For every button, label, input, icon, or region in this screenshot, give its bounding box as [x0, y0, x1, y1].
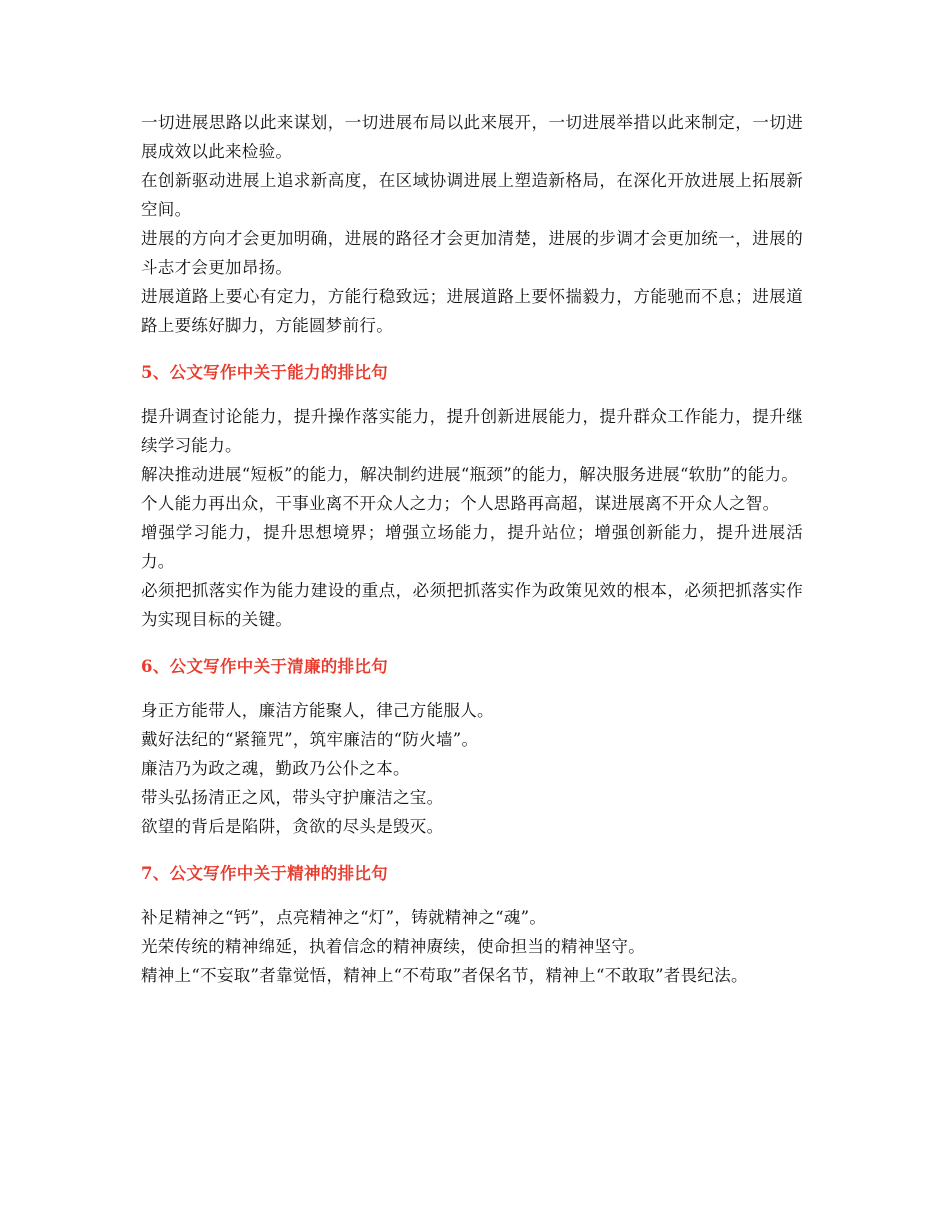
ability-paragraph-4: 增强学习能力，提升思想境界；增强立场能力，提升站位；增强创新能力，提升进展活力。 — [141, 523, 803, 571]
integrity-paragraph-2: 戴好法纪的“紧箍咒”，筑牢廉洁的“防火墙”。 — [141, 730, 479, 749]
intro-paragraph-1: 一切进展思路以此来谋划，一切进展布局以此来展开，一切进展举措以此来制定，一切进展成效以此来检验。 — [141, 113, 803, 161]
ability-paragraph-1: 提升调查讨论能力，提升操作落实能力，提升创新进展能力，提升群众工作能力，提升继续学习能力。 — [141, 407, 803, 455]
intro-paragraph-3: 进展的方向才会更加明确，进展的路径才会更加清楚，进展的步调才会更加统一，进展的斗志才会更加昂扬。 — [141, 229, 803, 277]
integrity-paragraph-5: 欲望的背后是陷阱，贪欲的尽头是毁灭。 — [141, 817, 444, 836]
integrity-paragraph-4: 带头弘扬清正之风，带头守护廉洁之宝。 — [141, 788, 444, 807]
section-spirit — [141, 859, 803, 990]
section-integrity — [141, 652, 803, 841]
intro-block — [141, 108, 803, 340]
section-heading-ability: 5、公文写作中关于能力的排比句 — [141, 363, 388, 382]
section-ability — [141, 358, 803, 634]
section-heading-spirit: 7、公文写作中关于精神的排比句 — [141, 864, 388, 883]
document-page — [141, 108, 803, 990]
spirit-paragraph-1: 补足精神之“钙”，点亮精神之“灯”，铸就精神之“魂”。 — [141, 908, 547, 927]
integrity-paragraph-3: 廉洁乃为政之魂，勤政乃公仆之本。 — [141, 759, 410, 778]
spirit-paragraph-2: 光荣传统的精神绵延，执着信念的精神赓续，使命担当的精神坚守。 — [141, 937, 645, 956]
intro-paragraph-2: 在创新驱动进展上追求新高度，在区域协调进展上塑造新格局，在深化开放进展上拓展新空间。 — [141, 171, 803, 219]
section-heading-integrity: 6、公文写作中关于清廉的排比句 — [141, 657, 388, 676]
integrity-paragraph-1: 身正方能带人，廉洁方能聚人，律己方能服人。 — [141, 701, 494, 720]
ability-paragraph-3: 个人能力再出众，干事业离不开众人之力；个人思路再高超，谋进展离不开众人之智。 — [141, 494, 780, 513]
ability-paragraph-2: 解决推动进展“短板”的能力，解决制约进展“瓶颈”的能力，解决服务进展“软肋”的能力。 — [141, 465, 799, 484]
ability-paragraph-5: 必须把抓落实作为能力建设的重点，必须把抓落实作为政策见效的根本，必须把抓落实作为实现目标的关键。 — [141, 581, 803, 629]
intro-paragraph-4: 进展道路上要心有定力，方能行稳致远；进展道路上要怀揣毅力，方能驰而不息；进展道路上要练好脚力，方能圆梦前行。 — [141, 287, 803, 335]
spirit-paragraph-3: 精神上“不妄取”者靠觉悟，精神上“不苟取”者保名节，精神上“不敢取”者畏纪法。 — [141, 966, 748, 985]
